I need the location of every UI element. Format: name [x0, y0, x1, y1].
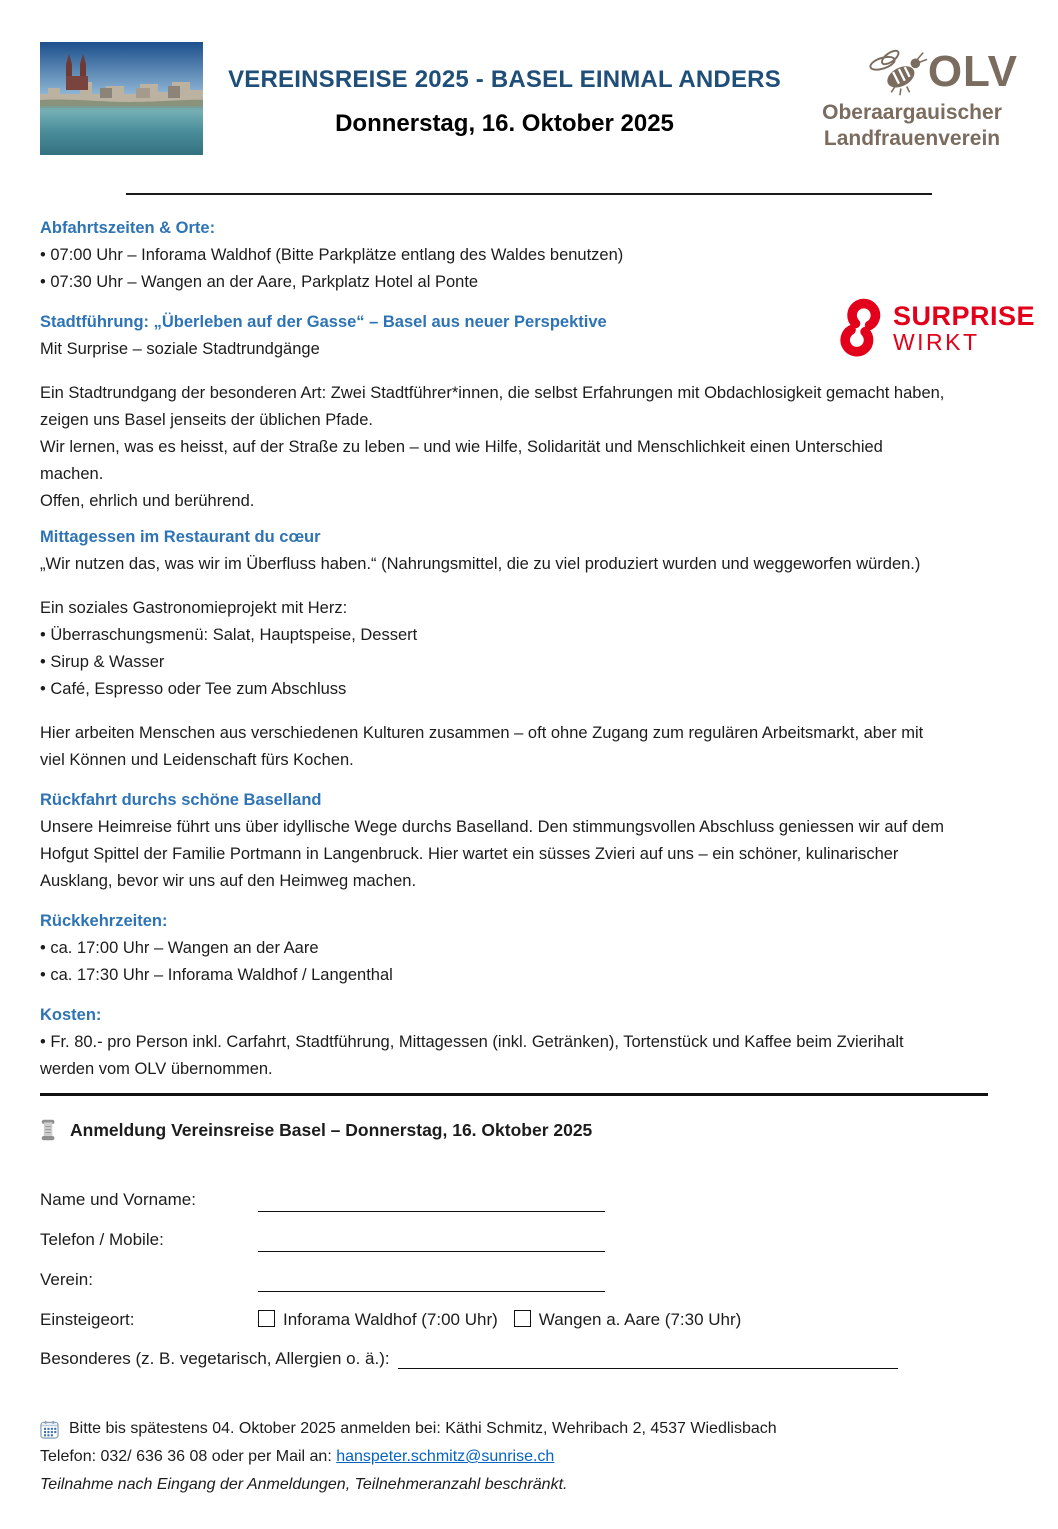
section-kosten-heading: Kosten:	[40, 1006, 102, 1024]
page-title: VEREINSREISE 2025 - BASEL EINMAL ANDERS	[228, 66, 781, 93]
phone-field-line[interactable]	[258, 1229, 605, 1252]
stadtfuehrung-subheading: Mit Surprise – soziale Stadtrundgänge	[40, 340, 320, 358]
surprise-tagline: WIRKT	[892, 329, 980, 355]
section-stadtfuehrung-heading: Stadtführung: „Überleben auf der Gasse“ – Basel aus neuer Perspektive	[40, 313, 607, 331]
verein-field-line[interactable]	[258, 1269, 605, 1292]
abfahrt-bullet: • 07:00 Uhr – Inforama Waldhof (Bitte Parkplätze entlang des Waldes benutzen)	[40, 246, 624, 264]
header-divider	[126, 193, 932, 195]
calendar-icon	[40, 1420, 59, 1439]
contact-row	[40, 1443, 1018, 1471]
form-row-einsteigeort	[40, 1306, 1018, 1332]
olv-name-line2: Landfrauenverein	[823, 127, 1001, 150]
checkbox-inforama[interactable]	[258, 1310, 275, 1327]
abfahrt-bullet: • 07:30 Uhr – Wangen an der Aare, Parkplatz Hotel al Ponte	[40, 273, 479, 291]
header-titles	[203, 42, 806, 138]
checkbox-wangen[interactable]	[514, 1310, 531, 1327]
deadline-text: Bitte bis spätestens 04. Oktober 2025 anmelden bei: Käthi Schmitz, Wehribach 2, 4537 Wiedlisbach	[69, 1420, 777, 1437]
besonderes-label: Besonderes (z. B. vegetarisch, Allergien o. ä.):	[40, 1349, 390, 1368]
rueckfahrt-paragraph: Unsere Heimreise führt uns über idyllische Wege durchs Baselland. Den stimmungsvollen Abschluss geniessen wir auf dem Hofgut Spittel der Familie Portmann in Langenbruck. Hier wartet ein süsses Zvieri auf uns – ein schöner, kulinarischer Ausklang, bevor wir uns auf den Heimweg machen.	[40, 818, 944, 890]
mittagessen-outro: Hier arbeiten Menschen aus verschiedenen Kulturen zusammen – oft ohne Zugang zum regulären Arbeitsmarkt, aber mit viel Können und Leidenschaft fürs Kochen.	[40, 724, 924, 769]
mittagessen-quote: „Wir nutzen das, was wir im Überfluss haben.“ (Nahrungsmittel, die zu viel produziert wurden und weggeworfen würden.)	[40, 555, 921, 573]
main-content	[40, 215, 1035, 1083]
option-wangen-label: Wangen a. Aare (7:30 Uhr)	[538, 1310, 742, 1329]
section-mittagessen-heading: Mittagessen im Restaurant du cœur	[40, 528, 321, 546]
basel-city-photo	[40, 42, 203, 155]
form-heading: Anmeldung Vereinsreise Basel – Donnerstag, 16. Oktober 2025	[70, 1119, 593, 1140]
rueckkehr-bullet: • ca. 17:00 Uhr – Wangen an der Aare	[40, 939, 319, 957]
contact-text: Telefon: 032/ 636 36 08 oder per Mail an:	[40, 1448, 337, 1465]
form-row-besonderes	[40, 1346, 1018, 1369]
option-inforama	[258, 1310, 498, 1332]
stadtfuehrung-paragraph: Ein Stadtrundgang der besonderen Art: Zwei Stadtführer*innen, die selbst Erfahrungen mit Obdachlosigkeit gemacht haben, zeigen uns Basel jenseits der üblichen Pfade.	[40, 384, 945, 429]
kosten-bullet: • Fr. 80.- pro Person inkl. Carfahrt, Stadtführung, Mittagessen (inkl. Getränken), Tortenstück und Kaffee beim Zvierihalt werden vom OLV übernommen.	[40, 1033, 904, 1078]
einsteigeort-label: Einsteigeort:	[40, 1310, 135, 1329]
surprise-logo	[839, 297, 1035, 361]
besonderes-field-line[interactable]	[398, 1346, 898, 1369]
section-stadtfuehrung	[40, 301, 1035, 363]
header	[40, 42, 1018, 155]
name-label: Name und Vorname:	[40, 1190, 196, 1209]
olv-logo	[806, 42, 1018, 152]
phone-label: Telefon / Mobile:	[40, 1230, 164, 1249]
verein-label: Verein:	[40, 1270, 93, 1289]
stadtfuehrung-paragraph: Wir lernen, was es heisst, auf der Straße zu leben – und wie Hilfe, Solidarität und Menschlichkeit einen Unterschied machen.	[40, 438, 883, 483]
form-heading-row	[40, 1118, 1018, 1142]
page-date: Donnerstag, 16. Oktober 2025	[335, 110, 674, 137]
rueckkehr-bullet: • ca. 17:30 Uhr – Inforama Waldhof / Langenthal	[40, 966, 393, 984]
bee-icon	[866, 46, 928, 98]
form-row-phone	[40, 1226, 1018, 1252]
stadtfuehrung-paragraph: Offen, ehrlich und berührend.	[40, 492, 255, 510]
section-rueckkehr-heading: Rückkehrzeiten:	[40, 912, 168, 930]
form-row-name	[40, 1186, 1018, 1212]
option-wangen	[514, 1310, 742, 1332]
olv-abbr: OLV	[927, 47, 1018, 96]
form-row-verein	[40, 1266, 1018, 1292]
option-inforama-label: Inforama Waldhof (7:00 Uhr)	[283, 1310, 498, 1329]
surprise-s-icon	[839, 297, 883, 361]
section-rueckfahrt-heading: Rückfahrt durchs schöne Baselland	[40, 791, 322, 809]
mittagessen-bullet: • Café, Espresso oder Tee zum Abschluss	[40, 680, 347, 698]
mittagessen-bullet: • Überraschungsmenü: Salat, Hauptspeise, Dessert	[40, 626, 418, 644]
surprise-wordmark: SURPRISE	[892, 301, 1035, 331]
registration-form	[40, 1118, 1018, 1499]
name-field-line[interactable]	[258, 1189, 605, 1212]
mittagessen-intro: Ein soziales Gastronomieprojekt mit Herz:	[40, 599, 348, 617]
form-divider	[40, 1093, 988, 1096]
section-abfahrt-heading: Abfahrtszeiten & Orte:	[40, 219, 216, 237]
scroll-icon	[40, 1118, 57, 1142]
mittagessen-bullet: • Sirup & Wasser	[40, 653, 165, 671]
footer	[40, 1415, 1018, 1499]
olv-name-line1: Oberaargauischer	[822, 101, 1002, 124]
email-link[interactable]: hanspeter.schmitz@sunrise.ch	[336, 1448, 555, 1465]
participation-note: Teilnahme nach Eingang der Anmeldungen, Teilnehmeranzahl beschränkt.	[40, 1476, 568, 1493]
deadline-row	[40, 1415, 1018, 1443]
form-fields	[40, 1186, 1018, 1369]
